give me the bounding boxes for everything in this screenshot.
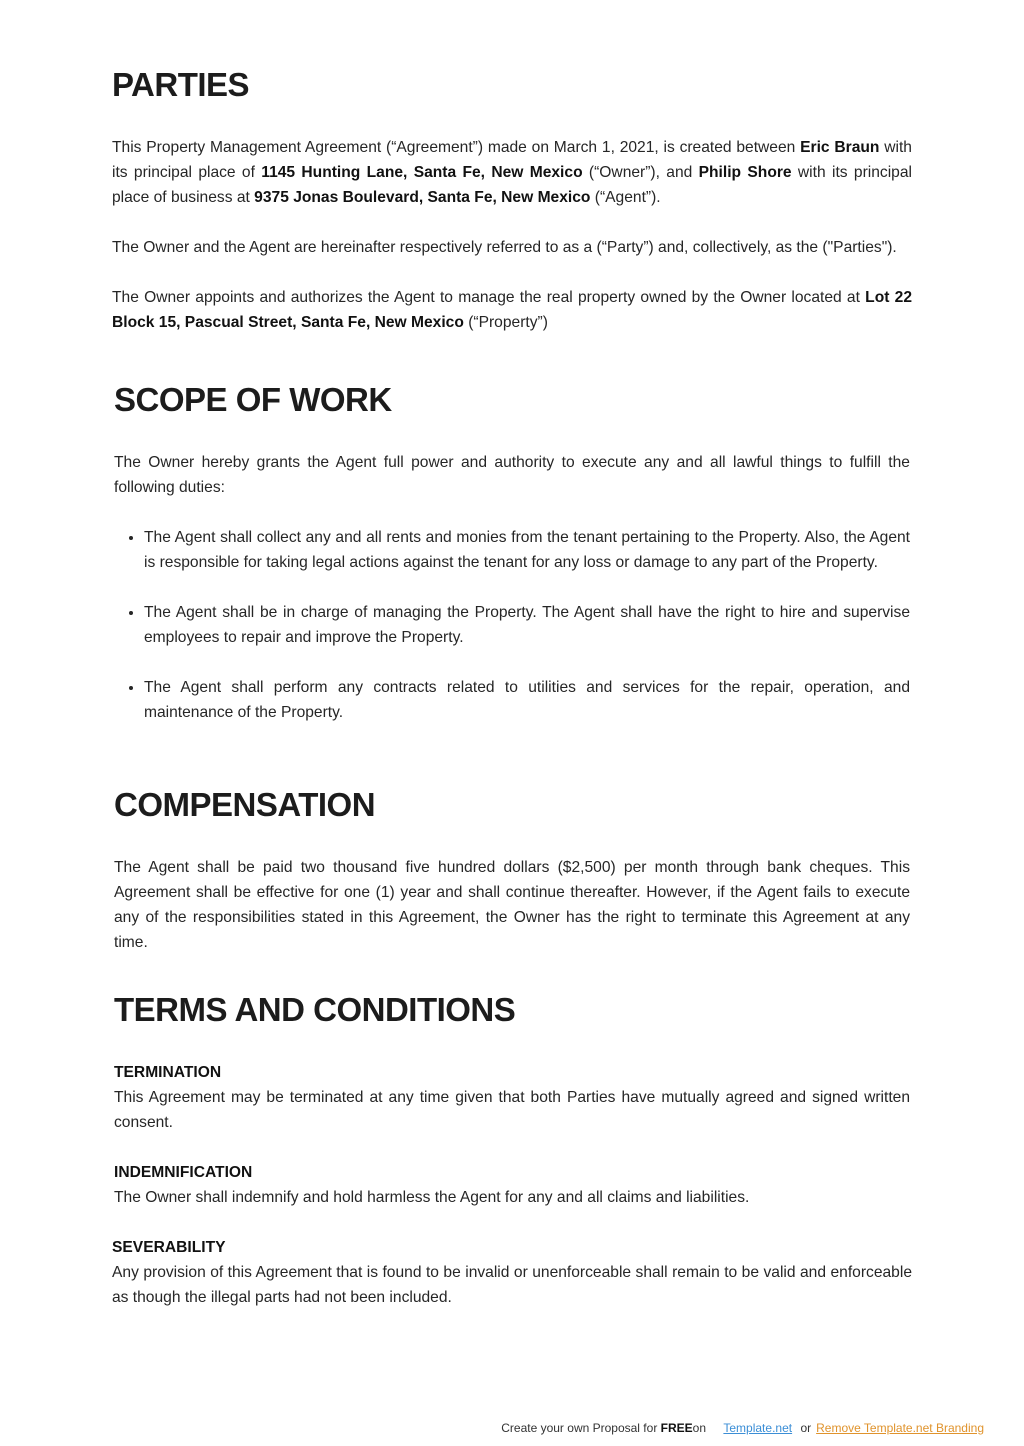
duty-item: • The Agent shall perform any contracts related to utilities and services for the repair, operation, and maintenance of the Property. [144,675,910,725]
parties-text-2: with its principal place of [112,139,912,181]
parties-text-1: This Property Management Agreement (“Agreement”) made on March 1, 2021, is created between [112,139,801,156]
termination-text: This Agreement may be terminated at any time given that both Parties have mutually agreed and signed written consent. [114,1089,910,1131]
indemnification-title: INDEMNIFICATION [114,1164,253,1181]
parties-intro-paragraph [112,135,912,210]
duty-item: • The Agent shall be in charge of managing the Property. The Agent shall have the right to hire and supervise employees to repair and improve the Property. [144,600,910,650]
parties-text-3: (“Owner”), and [582,164,699,181]
terms-heading: TERMS AND CONDITIONS [114,991,516,1028]
property-text-2: (“Property”) [463,314,548,331]
template-net-link[interactable]: Template.net [723,1421,793,1435]
parties-text-4: with its principal place of business at [112,164,912,206]
property-address: Lot 22 Block 15, Pascual Street, Santa Fe, New Mexico [112,289,913,331]
agent-name: Philip Shore [698,164,792,181]
owner-address: 1145 Hunting Lane, Santa Fe, New Mexico [261,164,583,181]
footer-or: or [800,1421,812,1435]
severability-title: SEVERABILITY [112,1239,226,1256]
parties-definition-paragraph: The Owner and the Agent are hereinafter respectively referred to as a (“Party”) and, collectively, as the ("Parties"). [112,239,897,256]
compensation-heading: COMPENSATION [114,786,376,823]
duties-list [114,525,910,750]
severability-text: Any provision of this Agreement that is found to be invalid or unenforceable shall remain to be valid and enforceable as though the illegal parts had not been included. [112,1264,912,1306]
agent-address: 9375 Jonas Boulevard, Santa Fe, New Mexico [254,189,591,206]
remove-branding-link[interactable]: Remove Template.net Branding [816,1421,984,1435]
compensation-paragraph: The Agent shall be paid two thousand five hundred dollars ($2,500) per month through bank cheques. This Agreement shall be effective for one (1) year and shall continue thereafter. However, if the Agent fails to execute any of the responsibilities stated in this Agreement, the Owner has the right to terminate this Agreement at any time. [114,859,910,951]
branding-footer [0,1418,984,1438]
footer-free: FREE [660,1421,693,1435]
parties-heading: PARTIES [112,66,250,103]
indemnification-text: The Owner shall indemnify and hold harmless the Agent for any and all claims and liabilities. [114,1189,750,1206]
property-paragraph [112,285,912,335]
footer-prefix: Create your own Proposal for [501,1421,661,1435]
footer-on: on [692,1421,707,1435]
termination-title: TERMINATION [114,1064,222,1081]
parties-text-5: (“Agent”). [590,189,661,206]
duty-item: • The Agent shall collect any and all rents and monies from the tenant pertaining to the Property. Also, the Agent is responsible for taking legal actions against the tenant for any loss or damage to any part of the Property. [144,525,910,575]
property-text-1: The Owner appoints and authorizes the Agent to manage the real property owned by the Owner located at [112,289,866,306]
scope-intro-paragraph: The Owner hereby grants the Agent full power and authority to execute any and all lawful things to fulfill the following duties: [114,454,910,496]
owner-name: Eric Braun [800,139,880,156]
scope-heading: SCOPE OF WORK [114,381,392,418]
